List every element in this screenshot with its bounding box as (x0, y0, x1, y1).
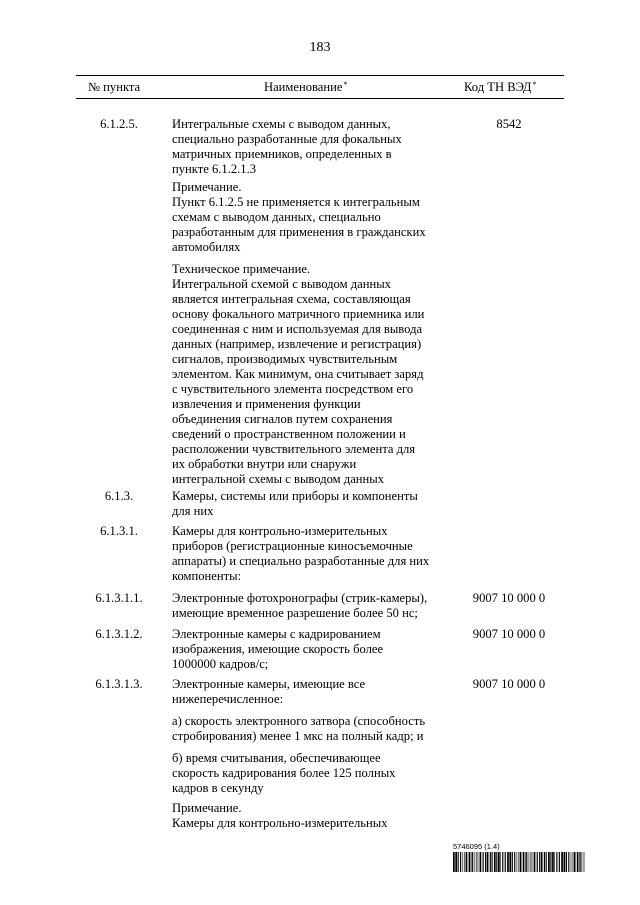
header-code-label: Код ТН ВЭД (464, 80, 532, 94)
description-line: специально разработанные для фокальных (172, 132, 402, 146)
description-line: пункте 6.1.2.1.3 (172, 162, 257, 176)
row-description (172, 714, 452, 744)
row-description (172, 180, 452, 255)
description-line: данных (например, извлечение и регистрация) (172, 337, 422, 351)
description-line: изображения, имеющие скорость более (172, 642, 384, 656)
description-line: основу фокального матричного приемника или (172, 307, 425, 321)
description-line: Камеры для контрольно-измерительных (172, 524, 388, 538)
description-line: матричных приемников, определенных в (172, 147, 392, 161)
row-item-number: 6.1.3. (104, 489, 134, 503)
header-code-footnote-mark: * (532, 80, 537, 89)
barcode-image (453, 852, 585, 872)
description-line: является интегральная схема, составляющая (172, 292, 411, 306)
description-line: скорость кадрирования более 125 полных (172, 766, 396, 780)
description-line: Техническое примечание. (172, 262, 311, 276)
table-header (76, 75, 564, 99)
description-line: аппараты) и специально разработанные для них (172, 554, 430, 568)
row-description (172, 677, 452, 707)
description-line: имеющие временное разрешение более 50 нс; (172, 606, 418, 620)
row-item-number: 6.1.3.1.2. (95, 627, 143, 641)
description-line: кадров в секунду (172, 781, 264, 795)
description-line: Примечание. (172, 180, 242, 194)
row-description (172, 524, 452, 584)
description-line: расположении чувствительного элемента для (172, 442, 416, 456)
row-description (172, 591, 452, 621)
header-name (264, 80, 347, 95)
description-line: приборов (регистрационные киносъемочные (172, 539, 413, 553)
page-number: 183 (309, 40, 331, 55)
header-name-footnote-mark: * (343, 80, 348, 89)
description-line: их обработки внутри или снаружи (172, 457, 357, 471)
description-line: интегральной схемы с выводом данных (172, 472, 385, 486)
description-line: для них (172, 504, 214, 518)
row-item-number: 6.1.3.1.1. (95, 591, 143, 605)
row-tn-ved-code: 9007 10 000 0 (472, 677, 546, 691)
row-description (172, 117, 452, 177)
description-line: Камеры для контрольно-измерительных (172, 816, 388, 830)
description-line: нижеперечисленное: (172, 692, 284, 706)
row-description (172, 489, 452, 519)
description-line: автомобилях (172, 240, 241, 254)
description-line: схемам с выводом данных, специально (172, 210, 381, 224)
description-line: Электронные фотохронографы (стрик-камеры), (172, 591, 428, 605)
description-line: с чувствительного элемента посредством его (172, 382, 414, 396)
row-item-number: 6.1.3.1.3. (95, 677, 143, 691)
header-code (464, 80, 536, 95)
description-line: Пункт 6.1.2.5 не применяется к интегральным (172, 195, 420, 209)
row-tn-ved-code: 8542 (496, 117, 522, 131)
row-description (172, 801, 452, 831)
document-stamp: 5746095 (1.4) (453, 842, 500, 851)
description-line: элементом. Как минимум, она считывает заряд (172, 367, 424, 381)
header-item-number: № пункта (88, 80, 141, 94)
description-line: сигналов, производимых чувствительным (172, 352, 398, 366)
description-line: Интегральной схемой с выводом данных (172, 277, 391, 291)
row-description (172, 751, 452, 796)
description-line: Электронные камеры, имеющие все (172, 677, 366, 691)
row-tn-ved-code: 9007 10 000 0 (472, 627, 546, 641)
description-line: объединения сигналов путем сохранения (172, 412, 393, 426)
description-line: сведений о пространственном положении и (172, 427, 406, 441)
row-item-number: 6.1.3.1. (100, 524, 138, 538)
row-description (172, 262, 452, 487)
description-line: Интегральные схемы с выводом данных, (172, 117, 391, 131)
description-line: 1000000 кадров/с; (172, 657, 269, 671)
description-line: Электронные камеры с кадрированием (172, 627, 381, 641)
description-line: соединенная с ним и используемая для вывода (172, 322, 423, 336)
row-tn-ved-code: 9007 10 000 0 (472, 591, 546, 605)
description-line: стробирования) менее 1 мкс на полный кадр; и (172, 729, 424, 743)
header-name-label: Наименование (264, 80, 343, 94)
description-line: а) скорость электронного затвора (способность (172, 714, 426, 728)
row-description (172, 627, 452, 672)
description-line: разработанным для применения в гражданских (172, 225, 426, 239)
row-item-number: 6.1.2.5. (100, 117, 138, 131)
description-line: б) время считывания, обеспечивающее (172, 751, 381, 765)
description-line: извлечения и применения функции (172, 397, 361, 411)
description-line: Примечание. (172, 801, 242, 815)
description-line: Камеры, системы или приборы и компоненты (172, 489, 418, 503)
description-line: компоненты: (172, 569, 242, 583)
